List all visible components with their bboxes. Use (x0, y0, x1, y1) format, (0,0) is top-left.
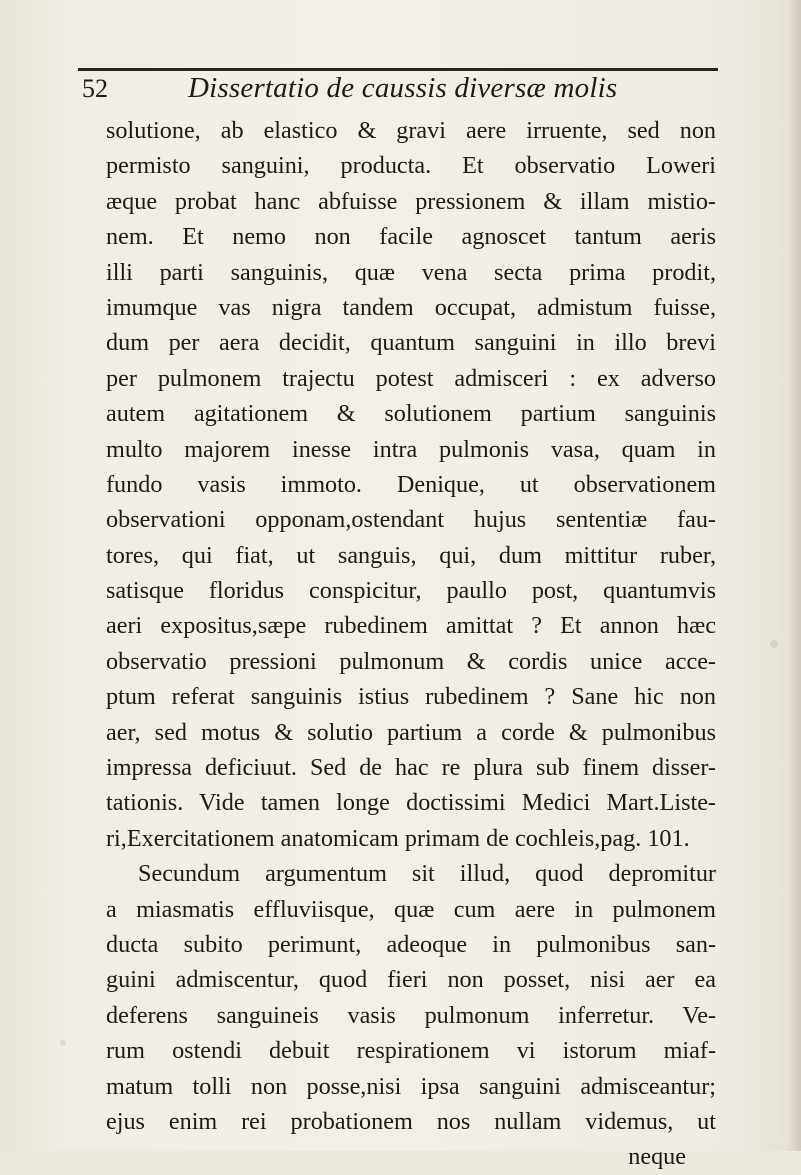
text-line: permisto sanguini, producta. Et observatio Loweri (106, 152, 716, 180)
text-line: observationi opponam,ostendant hujus sententiæ fau- (106, 506, 716, 534)
header-rule (78, 68, 718, 71)
paper-spot (770, 640, 778, 648)
text-line: guini admiscentur, quod fieri non posset, nisi aer ea (106, 966, 716, 994)
catchword: neque (628, 1143, 686, 1171)
text-line: solutione, ab elastico & gravi aere irruente, sed non (106, 117, 716, 144)
paper-spot (60, 1040, 66, 1046)
text-line: fundo vasis immoto. Denique, ut observationem (106, 470, 716, 498)
text-line: nem. Et nemo non facile agnoscet tantum aeris (106, 223, 716, 251)
text-line: ri,Exercitationem anatomicam primam de cochleis,pag. 101. (106, 824, 690, 852)
running-title: Dissertatio de caussis diversæ molis (188, 72, 618, 104)
text-line: multo majorem inesse intra pulmonis vasa, quam in (106, 435, 716, 463)
text-line: ptum referat sanguinis istius rubedinem ? Sane hic non (106, 683, 716, 711)
text-line: impressa deficiuut. Sed de hac re plura sub finem disser- (106, 754, 716, 782)
text-line: illi parti sanguinis, quæ vena secta prima prodit, (106, 258, 716, 286)
page-number: 52 (82, 74, 108, 103)
catchword-line (106, 1139, 716, 1174)
text-line: satisque floridus conspicitur, paullo post, quantumvis (106, 577, 716, 605)
text-line: ejus enim rei probationem nos nullam videmus, ut (106, 1107, 716, 1135)
text-line: aeri expositus,sæpe rubedinem amittat ? Et annon hæc (106, 612, 716, 640)
text-line: imumque vas nigra tandem occupat, admistum fuisse, (106, 293, 716, 321)
text-line: Secundum argumentum sit illud, quod depromitur (138, 860, 716, 888)
body-text (106, 113, 716, 1175)
text-line: aer, sed motus & solutio partium a corde & pulmonibus (106, 718, 716, 746)
text-line: æque probat hanc abfuisse pressionem & illam mistio- (106, 187, 716, 215)
text-line: tores, qui fiat, ut sanguis, qui, dum mittitur ruber, (106, 541, 716, 569)
text-line: observatio pressioni pulmonum & cordis unice acce- (106, 647, 716, 675)
page-edge-shadow (787, 0, 801, 1151)
text-line: per pulmonem trajectu potest admisceri : ex adverso (106, 364, 716, 392)
text-line: deferens sanguineis vasis pulmonum inferretur. Ve- (106, 1001, 716, 1029)
text-line: tationis. Vide tamen longe doctissimi Medici Mart.Liste- (106, 789, 716, 817)
text-line: autem agitationem & solutionem partium sanguinis (106, 400, 716, 428)
text-line: matum tolli non posse,nisi ipsa sanguini admisceantur; (106, 1072, 716, 1100)
text-line: a miasmatis effluviisque, quæ cum aere in pulmonem (106, 895, 716, 923)
text-line: rum ostendi debuit respirationem vi istorum miaf- (106, 1037, 716, 1065)
page-header (78, 72, 718, 110)
text-line: ducta subito perimunt, adeoque in pulmonibus san- (106, 930, 716, 958)
text-line: dum per aera decidit, quantum sanguini in illo brevi (106, 329, 716, 357)
